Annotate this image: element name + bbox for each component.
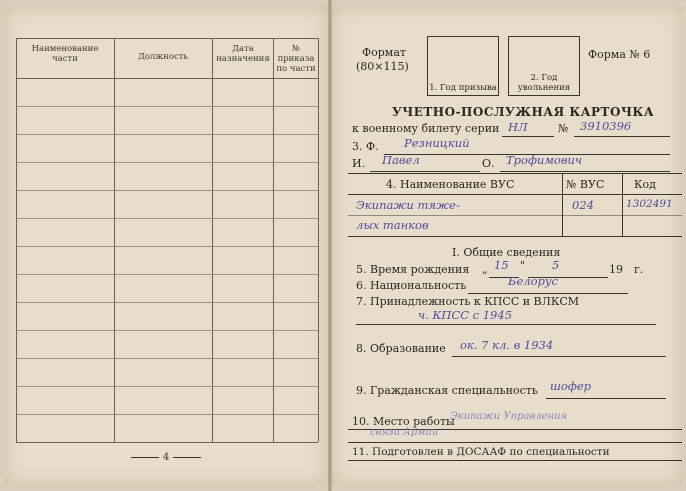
header-unit-name: Наименование части: [31, 44, 99, 64]
vus-number-header: № ВУС: [566, 178, 605, 191]
card-title: УЧЕТНО-ПОСЛУЖНАЯ КАРТОЧКА: [392, 105, 655, 119]
page-number: 4: [4, 452, 328, 463]
nationality-label: 6. Национальность: [356, 279, 467, 292]
section-title: I. Общие сведения: [452, 246, 561, 259]
service-table: [16, 38, 318, 442]
discharge-year-label: 2. Год увольнения: [517, 73, 571, 93]
header-appointment-date: Дата назначения: [216, 44, 270, 64]
surname-label: 3. Ф.: [352, 140, 379, 153]
education-value: ок. 7 кл. в 1934: [460, 338, 554, 352]
birth-month: 5: [552, 258, 560, 272]
form-label: Форма № 6: [588, 48, 651, 61]
number-value: 3910396: [580, 119, 632, 133]
civil-specialty-value: шофер: [550, 379, 591, 393]
party-label: 7. Принадлежность к КПСС и ВЛКСМ: [356, 295, 580, 308]
workplace-value-line1: Экипажи Управления: [450, 411, 568, 422]
right-page: Формат (80×115) 1. Год призыва 2. Год увольнения Форма № 6 УЧЕТНО-ПОСЛУЖНАЯ КАРТОЧКА к военному билету серии НЛ № 3910396 3. Ф. Резницкий И. Павел О. Трофимович 4. Наименование ВУС № ВУС Код Экипажи тяже- лых танков 024 1302491 I. Общие сведения 5. Время рождения „ 15 " 5 19 г. 6. Национальность Белорус 7. Принадлежность к КПСС и ВЛКСМ ч. КПСС с 1945 8. Образование ок. 7 кл. в 1934 9. Гражданская специальность шофер 10. Место работы Экипажи Управления связи Армии 11. Подготовлен в ДОСААФ по специальности: [332, 6, 682, 485]
vus-number-value: 024: [572, 198, 594, 212]
birth-year-suffix: г.: [634, 263, 644, 276]
left-page: [4, 6, 328, 485]
code-value: 1302491: [626, 198, 673, 210]
vus-value-line1: Экипажи тяже-: [356, 198, 460, 212]
civil-specialty-label: 9. Гражданская специальность: [356, 384, 538, 397]
vus-value-line2: лых танков: [356, 218, 429, 232]
header-position: Должность: [137, 52, 189, 62]
header-order-number: № приказа по части: [276, 44, 316, 74]
dosaaf-label: 11. Подготовлен в ДОСААФ по специальности: [352, 446, 610, 458]
surname-value: Резницкий: [404, 136, 470, 150]
patronymic-label: О.: [482, 157, 495, 170]
name-label: И.: [352, 157, 366, 170]
format-value: (80×115): [356, 60, 409, 73]
series-value: НЛ: [508, 120, 528, 134]
birth-label: 5. Время рождения: [356, 263, 470, 276]
birth-year-prefix: 19: [609, 263, 623, 276]
discharge-year-box: [508, 36, 580, 96]
birth-day: 15: [494, 258, 509, 272]
code-header: Код: [634, 178, 656, 191]
party-value: ч. КПСС с 1945: [418, 308, 513, 322]
number-label: №: [558, 122, 569, 135]
workplace-value-line2: связи Армии: [370, 427, 439, 438]
format-label: Формат: [362, 46, 406, 59]
conscription-year-label: 1. Год призыва: [429, 83, 497, 93]
patronymic-value: Трофимович: [506, 153, 583, 167]
conscription-year-box: [427, 36, 499, 96]
military-id-label: к военному билету серии: [352, 122, 500, 135]
vus-header: 4. Наименование ВУС: [386, 178, 515, 191]
nationality-value: Белорус: [508, 274, 558, 288]
workplace-label: 10. Место работы: [352, 415, 455, 428]
education-label: 8. Образование: [356, 342, 446, 355]
name-value: Павел: [382, 153, 420, 167]
